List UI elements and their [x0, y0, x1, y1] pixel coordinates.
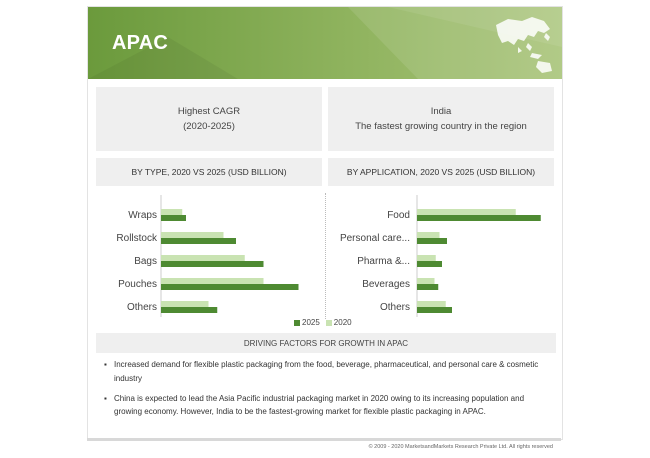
category-label: Food: [387, 210, 410, 221]
cagr-label: Highest CAGR: [177, 106, 241, 117]
bar-2020: [417, 301, 446, 307]
bar-2020: [417, 232, 440, 238]
category-label: Bags: [134, 256, 157, 267]
driving-factors-list: [104, 358, 544, 425]
bar-2020: [417, 255, 436, 261]
category-label: Personal care...: [339, 233, 410, 244]
banner: [88, 7, 562, 79]
bar-2025: [161, 284, 299, 290]
bullet-icon: ▪: [104, 393, 107, 403]
country-note: The fastest growing country in the region: [355, 121, 527, 132]
copyright-text: © 2009 - 2020 MarketsandMarkets Research Private Ltd. All rights reserved: [368, 444, 553, 450]
bar-2025: [417, 261, 442, 267]
category-label: Others: [126, 302, 157, 313]
driving-factor-item: [104, 358, 544, 386]
apac-infographic: [87, 6, 563, 440]
bar-2025: [161, 261, 264, 267]
chart-by-application: [328, 189, 554, 325]
highest-cagr-box: [96, 87, 322, 151]
driving-factor-item: [104, 392, 544, 420]
bar-2025: [417, 238, 447, 244]
legend-item-2020: [326, 318, 352, 327]
driving-factors-heading: DRIVING FACTORS FOR GROWTH IN APAC: [96, 333, 556, 353]
country-name: India: [430, 106, 452, 117]
asia-map-icon: [488, 13, 558, 75]
category-label: Pharma &...: [357, 256, 410, 267]
chart-legend: [294, 318, 352, 327]
fastest-country-box: [328, 87, 554, 151]
bar-2025: [161, 307, 217, 313]
bar-2020: [161, 278, 264, 284]
bar-2020: [417, 209, 516, 215]
bar-2020: [161, 209, 182, 215]
bar-2020: [161, 255, 245, 261]
driving-factor-text: Increased demand for flexible plastic packaging from the food, beverage, pharmaceutical, and personal care & cosmetic industry: [114, 360, 539, 383]
category-label: Wraps: [128, 210, 157, 221]
bar-2025: [417, 307, 452, 313]
bar-2020: [161, 232, 224, 238]
bullet-icon: ▪: [104, 360, 107, 369]
bar-2025: [161, 215, 186, 221]
category-label: Others: [379, 302, 410, 313]
bar-2020: [161, 301, 209, 307]
legend-swatch-2025: [294, 320, 300, 326]
bar-2020: [417, 278, 435, 284]
chart-title-by-application: BY APPLICATION, 2020 VS 2025 (USD BILLION): [328, 158, 554, 186]
category-label: Pouches: [118, 279, 157, 290]
category-label: Beverages: [362, 279, 410, 290]
cagr-period: (2020-2025): [183, 121, 235, 132]
chart-by-type: [96, 189, 322, 325]
bar-2025: [161, 238, 236, 244]
driving-factor-text: China is expected to lead the Asia Pacific industrial packaging market in 2020 owing to its increasing population and growing economy. However, India to be the fastest-growing market for flexible plastic packaging in APAC.: [114, 393, 525, 417]
chart-divider: [325, 193, 326, 319]
legend-label-2020: 2020: [333, 318, 352, 327]
category-label: Rollstock: [116, 233, 157, 244]
legend-item-2025: [294, 318, 320, 327]
bar-2025: [417, 215, 541, 221]
legend-swatch-2020: [326, 320, 332, 326]
region-title: APAC: [112, 32, 168, 54]
chart-title-by-type: BY TYPE, 2020 VS 2025 (USD BILLION): [96, 158, 322, 186]
footer-divider: [87, 438, 561, 441]
legend-label-2025: 2025: [302, 318, 320, 327]
bar-2025: [417, 284, 438, 290]
